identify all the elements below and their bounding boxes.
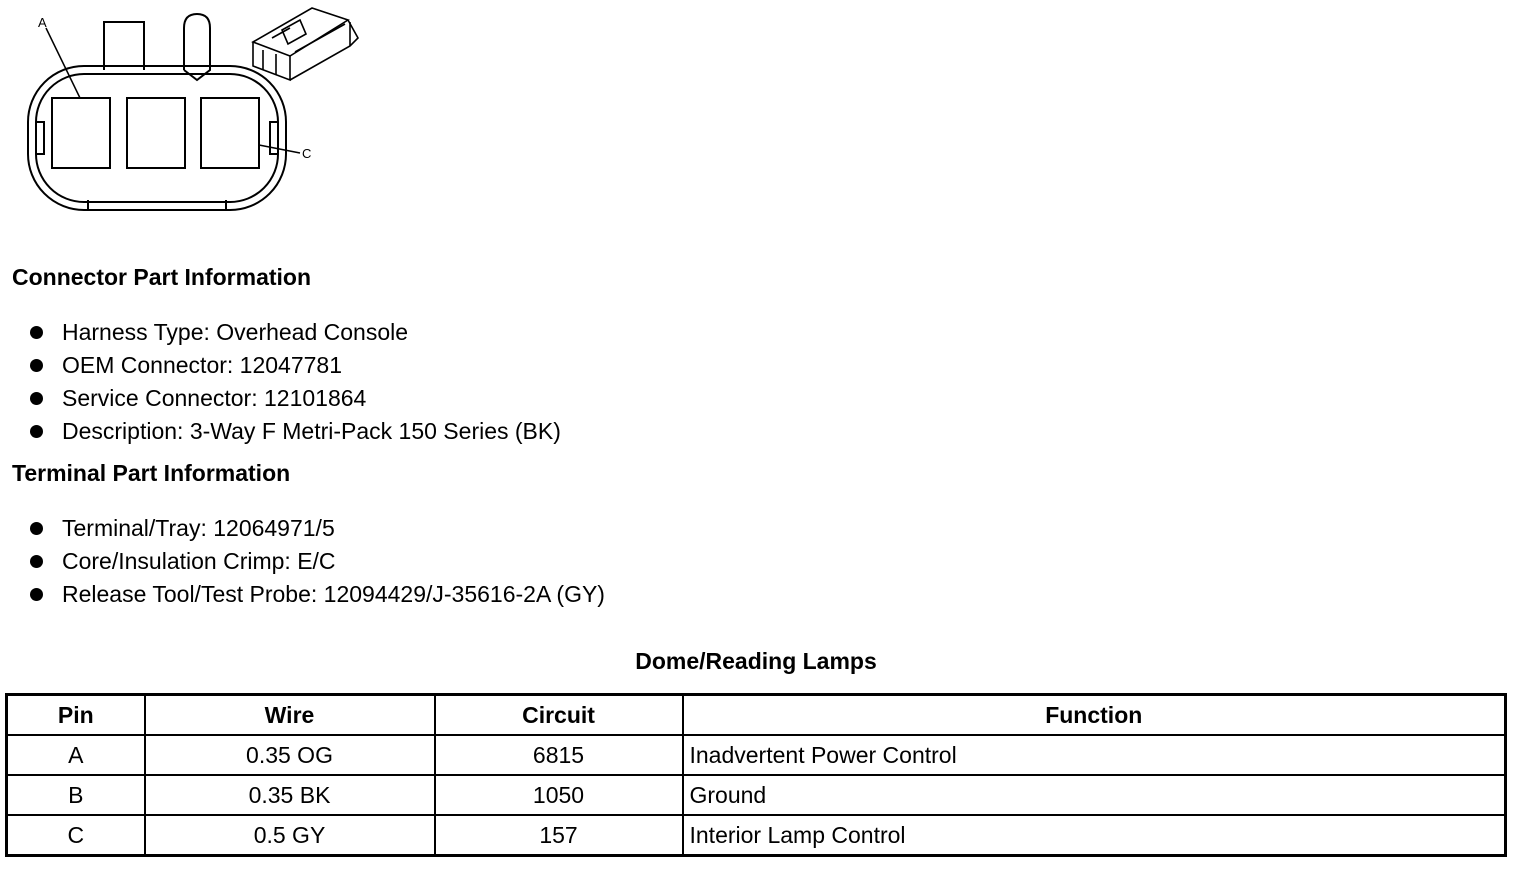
leader-line-c (259, 145, 300, 153)
list-item-text: Core/Insulation Crimp: E/C (62, 548, 336, 574)
list-item-text: Harness Type: Overhead Console (62, 319, 409, 345)
terminal-info-title: Terminal Part Information (12, 460, 291, 486)
cell-function: Inadvertent Power Control (683, 735, 1506, 775)
cell-circuit: 6815 (435, 735, 683, 775)
list-item-text: Service Connector: 12101864 (62, 385, 367, 411)
list-item (0, 415, 561, 448)
list-item (0, 382, 561, 415)
cell-function: Interior Lamp Control (683, 815, 1506, 856)
bullet-icon (30, 555, 43, 568)
list-item (0, 512, 605, 545)
cell-wire: 0.35 OG (145, 735, 435, 775)
cavity-c (201, 98, 259, 168)
cell-circuit: 157 (435, 815, 683, 856)
cell-function: Ground (683, 775, 1506, 815)
cavity-a (52, 98, 110, 168)
list-item-text: Terminal/Tray: 12064971/5 (62, 515, 335, 541)
list-item-text: OEM Connector: 12047781 (62, 352, 343, 378)
cell-pin: A (7, 735, 145, 775)
list-item (0, 349, 561, 382)
list-item-text: Description: 3-Way F Metri-Pack 150 Series (BK) (62, 418, 561, 444)
connector-info-list (0, 316, 561, 448)
cell-pin: B (7, 775, 145, 815)
bullet-icon (30, 588, 43, 601)
header-circuit: Circuit (435, 695, 683, 736)
cell-wire: 0.35 BK (145, 775, 435, 815)
connector-cavities (52, 98, 259, 168)
pinout-table (5, 693, 1507, 857)
table-title: Dome/Reading Lamps (635, 648, 877, 674)
connector-3d-view (253, 8, 358, 80)
header-wire: Wire (145, 695, 435, 736)
terminal-info-list (0, 512, 605, 611)
bullet-icon (30, 326, 43, 339)
list-item (0, 545, 605, 578)
bullet-icon (30, 359, 43, 372)
cell-wire: 0.5 GY (145, 815, 435, 856)
list-item (0, 578, 605, 611)
cavity-b (127, 98, 185, 168)
list-item (0, 316, 561, 349)
connector-housing (28, 66, 286, 210)
connector-diagram (0, 0, 380, 225)
pin-label-a: A (38, 15, 47, 30)
cell-pin: C (7, 815, 145, 856)
table-row (7, 775, 1506, 815)
header-pin: Pin (7, 695, 145, 736)
table-row (7, 815, 1506, 856)
connector-latch-tabs (104, 14, 210, 80)
bullet-icon (30, 522, 43, 535)
connector-info-title: Connector Part Information (12, 264, 312, 290)
header-function: Function (683, 695, 1506, 736)
table-row (7, 735, 1506, 775)
cell-circuit: 1050 (435, 775, 683, 815)
list-item-text: Release Tool/Test Probe: 12094429/J-35616-2A (GY) (62, 581, 605, 607)
table-header-row (7, 695, 1506, 736)
bullet-icon (30, 425, 43, 438)
bullet-icon (30, 392, 43, 405)
pin-label-c: C (302, 146, 312, 161)
